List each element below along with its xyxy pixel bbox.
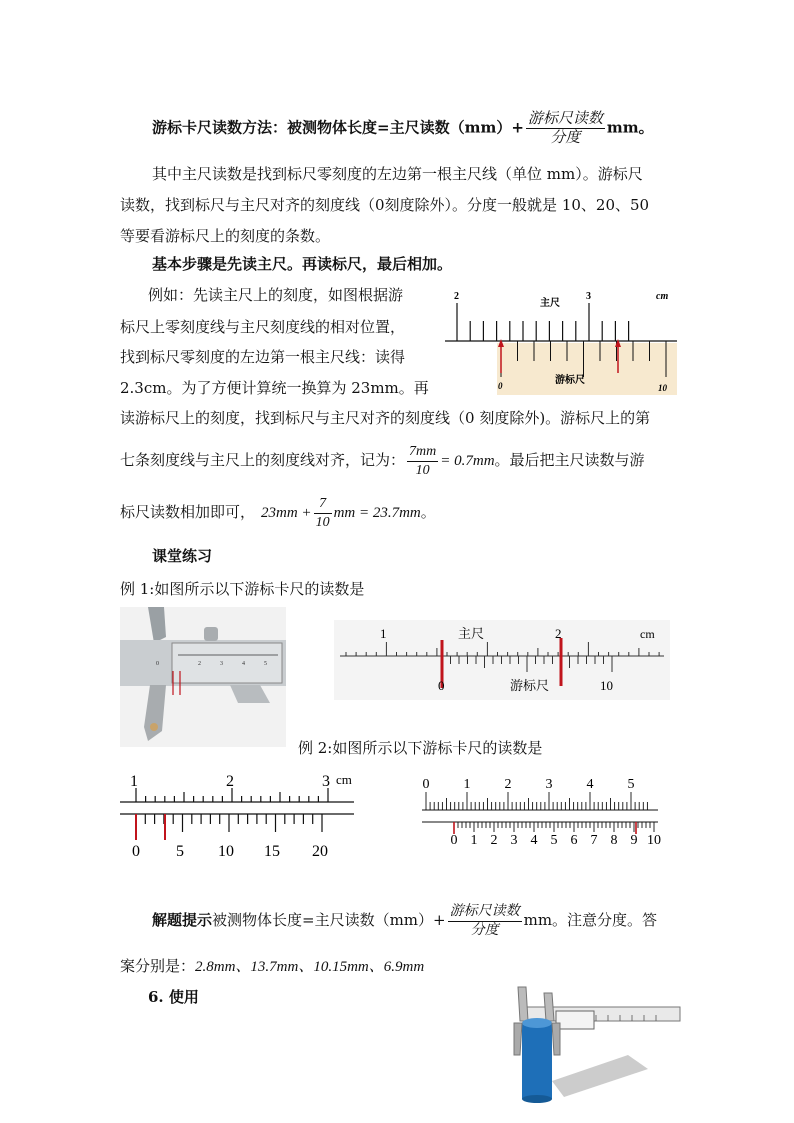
fig4-bottom-label: 9 xyxy=(630,833,638,848)
fig3-bottom-0: 0 xyxy=(132,843,140,860)
fig1-vernier-label: 游标尺 xyxy=(555,375,585,386)
caliper-cylinder-illustration xyxy=(508,985,682,1103)
fig1-vernier-0: 0 xyxy=(498,381,503,391)
para1-line1: 其中主尺读数是找到标尺零刻度的左边第一根主尺线（单位 mm）。游标尺 xyxy=(152,165,643,183)
para1-line2: 读数，找到标尺与主尺对齐的刻度线（0刻度除外）。分度一般就是 10、20、50 xyxy=(120,196,650,214)
svg-text:2: 2 xyxy=(198,661,201,667)
example-line3: 找到标尺零刻度的左边第一根主尺线：读得 xyxy=(120,348,406,366)
fig4-bottom-label: 7 xyxy=(590,833,598,848)
fig4-bottom-label: 10 xyxy=(647,833,661,848)
fig2-v0: 0 xyxy=(438,678,445,693)
fig3-bottom-15: 15 xyxy=(264,843,280,860)
vernier-diagram-2 xyxy=(334,620,670,700)
fig3-bottom-5: 5 xyxy=(176,843,184,860)
fig4-bottom-label: 2 xyxy=(490,833,498,848)
fig2-vernier-label: 游标尺 xyxy=(510,678,550,693)
fig4-bottom-label: 8 xyxy=(610,833,618,848)
basic-steps: 基本步骤是先读主尺。再读标尺，最后相加。 xyxy=(152,255,453,273)
fig4-top-label: 1 xyxy=(463,777,471,792)
example-line7: 标尺读数相加即可， 23mm + $\frac{7}{10}$ mm = 23.7mm。 xyxy=(120,495,436,530)
fig1-vernier-10: 10 xyxy=(658,383,667,393)
example-line5: 读游标尺上的刻度，找到标尺与主尺对齐的刻度线（0 刻度除外)。游标尺上的第 xyxy=(120,409,651,427)
fig4-top-label: 2 xyxy=(504,777,512,792)
fig1-unit: cm xyxy=(656,291,669,302)
fig4-bottom-label: 3 xyxy=(510,833,518,848)
frac-7-10: $\frac{7}{10}$ xyxy=(315,495,330,530)
para1-line3: 等要看游标尺上的刻度的条数。 xyxy=(120,227,331,245)
caliper-photo xyxy=(120,607,286,747)
example-line1: 例如：先读主尺上的刻度，如图根据游 xyxy=(148,286,404,304)
fig3-top-3: 3 xyxy=(322,773,330,790)
fig4-bottom-label: 1 xyxy=(470,833,478,848)
fig3-bottom-10: 10 xyxy=(218,843,234,860)
fig1-main-3: 3 xyxy=(586,291,591,302)
hint-line1: 解题提示被测物体长度=主尺读数（mm）+ $\frac{\text{游标尺读数}}{\text{分度}}$ mm。注意分度。答 xyxy=(152,903,658,938)
svg-text:0: 0 xyxy=(156,661,159,667)
fig4-top-label: 0 xyxy=(422,777,430,792)
fig2-main-label: 主尺 xyxy=(458,626,485,641)
example2-title: 例 2:如图所示以下游标卡尺的读数是 xyxy=(298,739,543,757)
frac-7mm-10: $\frac{7mm}{10}$ xyxy=(409,443,437,478)
fig3-unit: cm xyxy=(336,772,352,787)
method-fraction: $\frac{\text{游标尺读数}}{\text{分度}}$ xyxy=(527,111,603,146)
example1-title: 例 1:如图所示以下游标卡尺的读数是 xyxy=(120,580,365,598)
fig2-v10: 10 xyxy=(600,678,613,693)
fig4-top-label: 3 xyxy=(545,777,553,792)
fig4-bottom-label: 6 xyxy=(570,833,578,848)
example-line6: 七条刻度线与主尺上的刻度线对齐，记为： $\frac{7mm}{10}$ = 0.7mm。最后把主尺读数与游 xyxy=(120,443,645,478)
fig3-top-2: 2 xyxy=(226,773,234,790)
svg-text:5: 5 xyxy=(264,661,267,667)
fig2-unit: cm xyxy=(640,627,655,641)
hint-line2: 案分别是：2.8mm、13.7mm、10.15mm、6.9mm xyxy=(120,957,425,975)
fig1-main-2: 2 xyxy=(454,291,459,302)
answers: 2.8mm、13.7mm、10.15mm、6.9mm xyxy=(195,959,425,975)
fig4-bottom-label: 4 xyxy=(530,833,538,848)
hint-fraction: $\frac{\text{游标尺读数}}{\text{分度}}$ xyxy=(449,903,520,938)
fig3-bottom-20: 20 xyxy=(312,843,328,860)
svg-text:3: 3 xyxy=(220,661,223,667)
fig4-top-label: 5 xyxy=(627,777,635,792)
vernier-diagram-3 xyxy=(118,770,358,862)
fig2-label-2: 2 xyxy=(555,626,562,641)
hint-label: 解题提示 xyxy=(152,911,213,929)
vernier-diagram-4 xyxy=(418,772,666,848)
vernier-diagram-1 xyxy=(440,285,680,397)
example-line4: 2.3cm。为了方便计算统一换算为 23mm。再 xyxy=(120,379,429,397)
section-6-title: 6. 使用 xyxy=(148,988,199,1006)
method-heading: 游标卡尺读数方法：被测物体长度=主尺读数（mm）+ $\frac{\text{游标尺读数}}{\text{分度}}$ mm。 xyxy=(152,111,654,146)
fig4-top-label: 4 xyxy=(586,777,594,792)
fig3-top-1: 1 xyxy=(130,773,138,790)
svg-text:4: 4 xyxy=(242,661,245,667)
fig2-label-1: 1 xyxy=(380,626,387,641)
fig1-main-label: 主尺 xyxy=(540,298,560,309)
fig4-bottom-label: 0 xyxy=(450,833,458,848)
practice-title: 课堂练习 xyxy=(152,547,213,565)
fig4-bottom-label: 5 xyxy=(550,833,558,848)
example-line2: 标尺上零刻度线与主尺刻度线的相对位置， xyxy=(120,318,406,336)
method-heading-text: 游标卡尺读数方法：被测物体长度=主尺读数（mm）+ xyxy=(152,118,524,137)
